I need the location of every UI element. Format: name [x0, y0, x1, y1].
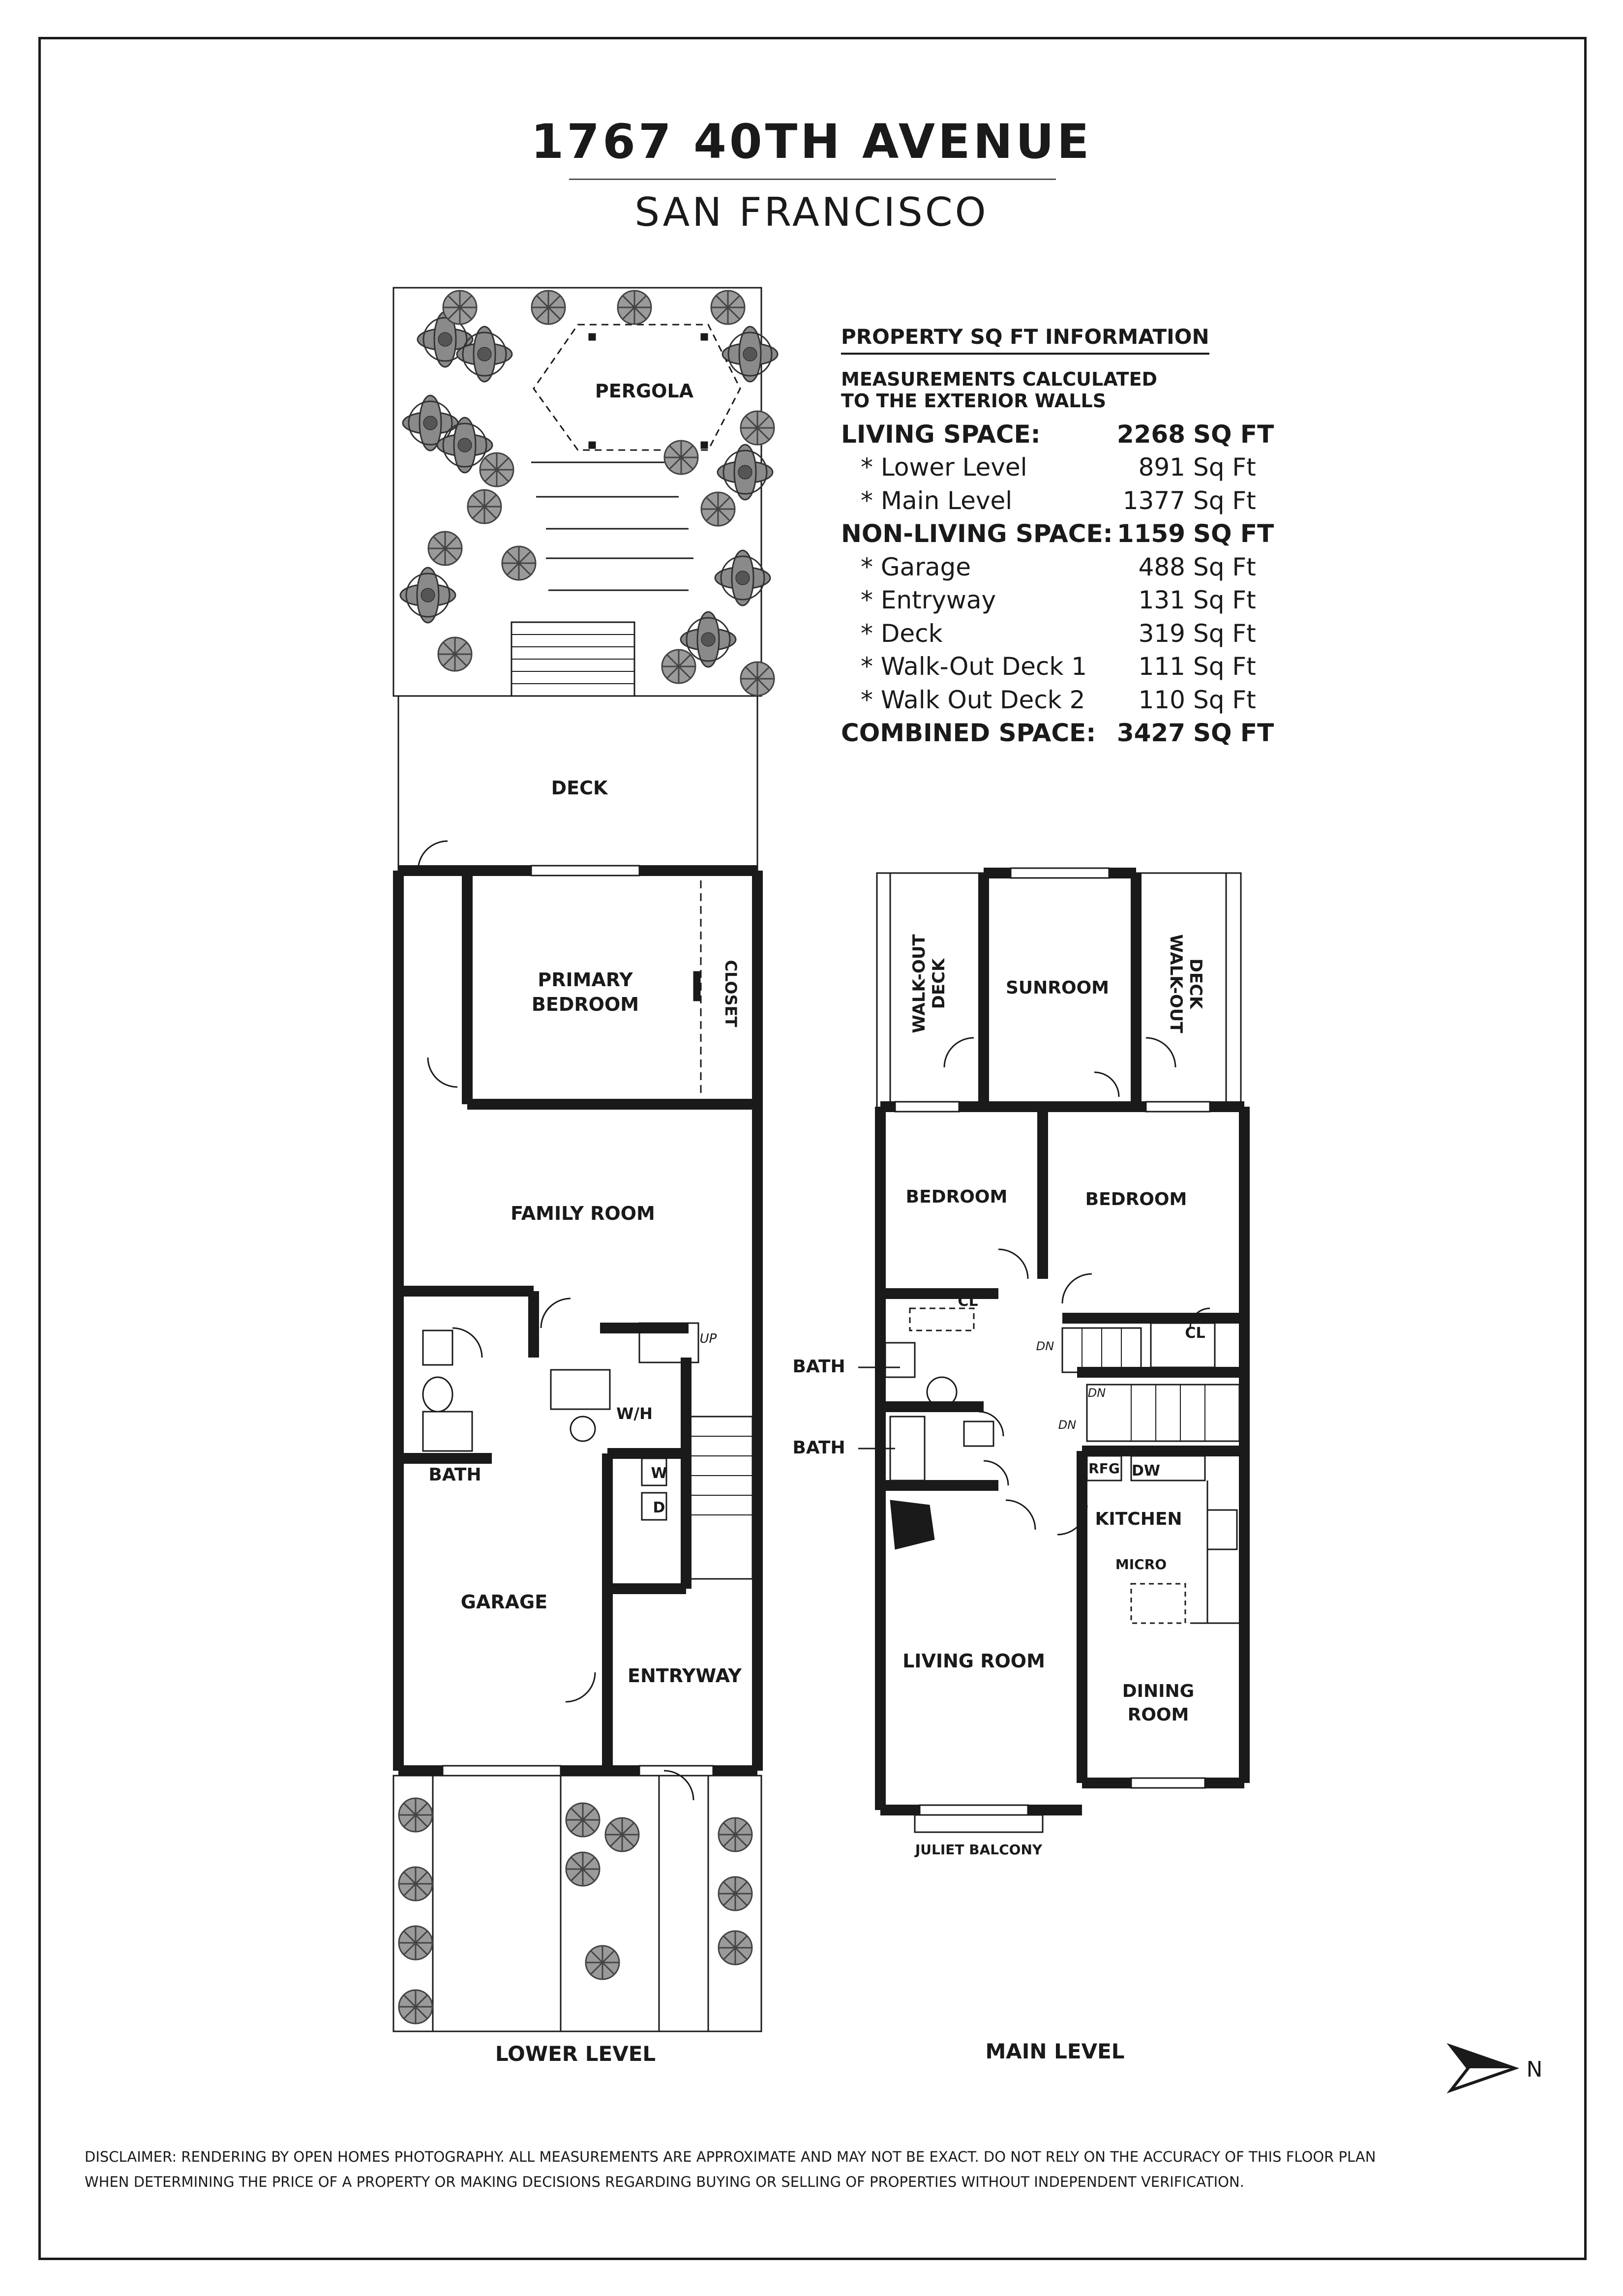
label-pergola: PERGOLA: [595, 380, 694, 402]
label-bedroom-1: BEDROOM: [905, 1187, 1008, 1207]
sqft-note-line-1: MEASUREMENTS CALCULATED: [841, 368, 1158, 390]
label-dishwasher: DW: [1132, 1462, 1160, 1480]
label-kitchen: KITCHEN: [1095, 1509, 1182, 1529]
sqft-row-value: 3427: [1116, 719, 1185, 748]
label-main-bath-2: BATH: [792, 1438, 845, 1458]
label-dining-room-line1: DINING: [1122, 1681, 1195, 1701]
label-dn-2: DN: [1087, 1386, 1106, 1400]
sqft-row-label: LIVING SPACE:: [841, 420, 1041, 449]
label-garage: GARAGE: [460, 1591, 548, 1613]
label-entryway: ENTRYWAY: [628, 1665, 742, 1687]
label-microwave: MICRO: [1115, 1556, 1167, 1572]
sqft-row-label: * Main Level: [861, 486, 1013, 515]
disclaimer-line-2: WHEN DETERMINING THE PRICE OF A PROPERTY OR MAKING DECISIONS REGARDING BUYING OR SELLING OF PROPERTIES WITHOUT INDEPENDENT VERIFICATION.: [85, 2174, 1244, 2190]
label-deck: DECK: [551, 777, 608, 799]
sqft-row-value: 111: [1138, 652, 1185, 681]
property-address: 1767 40TH AVENUE: [531, 114, 1092, 169]
label-walk-out-deck-2-line2: DECK: [1186, 958, 1205, 1009]
sqft-row-label: * Deck: [861, 619, 943, 648]
sqft-row-value: 110: [1138, 685, 1185, 714]
sqft-row-value: 131: [1138, 586, 1185, 615]
label-closet: CLOSET: [721, 960, 740, 1027]
sqft-row-unit: SQ FT: [1193, 420, 1274, 449]
property-city: SAN FRANCISCO: [634, 189, 989, 235]
sqft-row-unit: Sq Ft: [1193, 586, 1256, 615]
sqft-row-label: * Walk Out Deck 2: [861, 685, 1085, 714]
label-closet-2: CL: [1185, 1325, 1205, 1342]
label-family-room: FAMILY ROOM: [511, 1203, 655, 1224]
label-dryer: D: [653, 1499, 665, 1516]
label-main-bath-1: BATH: [792, 1357, 845, 1377]
sqft-row-value: 891: [1138, 453, 1185, 482]
label-dn-3: DN: [1058, 1418, 1077, 1432]
north-label: N: [1526, 2057, 1543, 2082]
label-dn-1: DN: [1036, 1339, 1054, 1353]
lower-level-plan: [393, 288, 781, 2031]
disclaimer-line-1: DISCLAIMER: RENDERING BY OPEN HOMES PHOTOGRAPHY. ALL MEASUREMENTS ARE APPROXIMATE AND MAY NOT BE EXACT. DO NOT RELY ON THE ACCURACY OF THIS FLOOR PLAN: [85, 2148, 1376, 2165]
sqft-row-label: * Entryway: [861, 586, 996, 615]
label-walk-out-deck-1-line1: WALK-OUT: [909, 934, 929, 1033]
north-arrow-icon: [1451, 2046, 1542, 2090]
sqft-row-value: 319: [1138, 619, 1185, 648]
label-refrigerator: RFG: [1088, 1460, 1120, 1477]
sqft-row-value: 488: [1138, 552, 1185, 581]
label-sunroom: SUNROOM: [1005, 978, 1110, 998]
sqft-row-unit: Sq Ft: [1193, 486, 1256, 515]
sqft-row-unit: Sq Ft: [1193, 685, 1256, 714]
sqft-row-label: * Lower Level: [861, 453, 1027, 482]
label-fireplace: FP: [904, 1509, 926, 1526]
label-walk-out-deck-1-line2: DECK: [929, 958, 949, 1009]
label-washer: W: [651, 1465, 667, 1482]
sqft-row-label: NON-LIVING SPACE:: [841, 519, 1113, 548]
label-water-heater: W/H: [616, 1404, 653, 1423]
label-juliet-balcony: JULIET BALCONY: [915, 1842, 1043, 1858]
sqft-row-unit: Sq Ft: [1193, 552, 1256, 581]
label-primary-bedroom-line1: PRIMARY: [538, 969, 633, 991]
lower-level-title: LOWER LEVEL: [495, 2042, 656, 2066]
label-primary-bedroom-line2: BEDROOM: [531, 994, 639, 1015]
label-dining-room-line2: ROOM: [1127, 1705, 1189, 1725]
label-lower-bath: BATH: [428, 1465, 481, 1485]
sqft-row-label: * Garage: [861, 552, 971, 581]
main-level-title: MAIN LEVEL: [985, 2039, 1125, 2063]
sqft-note-line-2: TO THE EXTERIOR WALLS: [841, 390, 1107, 412]
label-living-room: LIVING ROOM: [902, 1650, 1045, 1672]
sqft-row-unit: Sq Ft: [1193, 453, 1256, 482]
sqft-row-unit: Sq Ft: [1193, 652, 1256, 681]
sqft-row-label: * Walk-Out Deck 1: [861, 652, 1087, 681]
sqft-row-value: 2268: [1116, 420, 1185, 449]
label-closet-1: CL: [958, 1293, 978, 1310]
sqft-row-value: 1159: [1116, 519, 1185, 548]
sqft-row-unit: Sq Ft: [1193, 619, 1256, 648]
sqft-row-unit: SQ FT: [1193, 719, 1274, 748]
sqft-row-value: 1377: [1122, 486, 1185, 515]
label-bedroom-2: BEDROOM: [1085, 1189, 1187, 1209]
label-walk-out-deck-2-line1: WALK-OUT: [1166, 934, 1186, 1033]
label-stairs-up: UP: [699, 1331, 717, 1346]
sqft-row-label: COMBINED SPACE:: [841, 719, 1096, 748]
disclaimer: [85, 2145, 1550, 2195]
sqft-row-unit: SQ FT: [1193, 519, 1274, 548]
sqft-heading: PROPERTY SQ FT INFORMATION: [841, 325, 1209, 355]
